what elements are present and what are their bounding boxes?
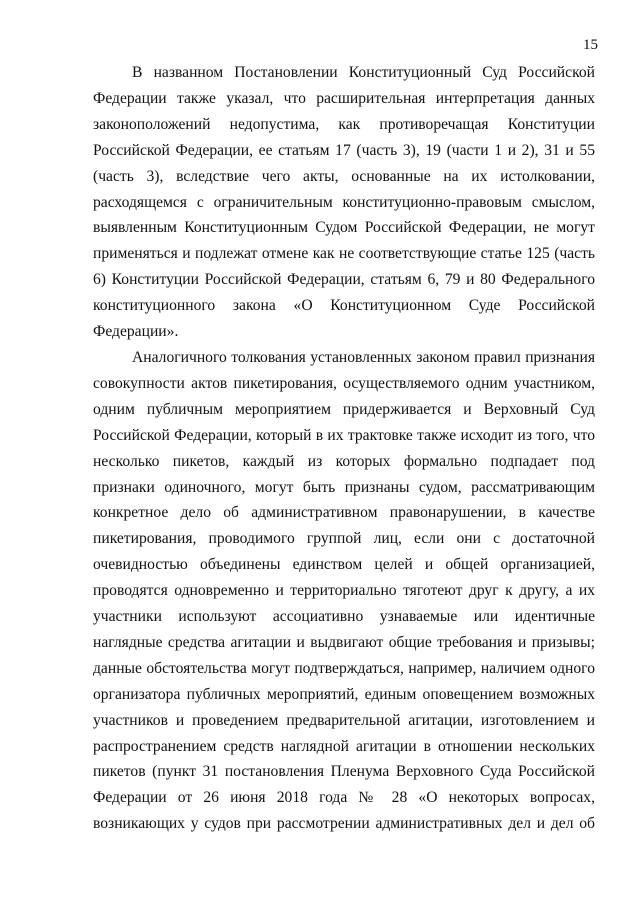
page-number: 15 xyxy=(583,37,598,53)
paragraph-2-line: очевидностью объединены единством целей и общей организацией, xyxy=(93,556,595,574)
document-body xyxy=(93,60,595,837)
paragraph-1-line: применяться и подлежат отмене как не соответствующие статье 125 (часть xyxy=(93,245,595,263)
paragraph-2-line: проводятся одновременно и территориально тяготеют друг к другу, а их xyxy=(93,582,595,600)
paragraph-2-line: Российской Федерации, который в их трактовке также исходит из того, что xyxy=(93,426,595,444)
paragraph-1-line: (часть 3), вследствие чего акты, основанные на их истолковании, xyxy=(93,167,595,185)
paragraph-2-line: несколько пикетов, каждый из которых формально подпадает под xyxy=(93,452,595,470)
paragraph-2-line: участников и проведением предварительной агитации, изготовлением и xyxy=(93,711,595,729)
paragraph-1-line: Российской Федерации, ее статьям 17 (часть 3), 19 (части 1 и 2), 31 и 55 xyxy=(93,141,595,159)
paragraph-1-line: конституционного закона «О Конституционном Суде Российской xyxy=(93,297,595,315)
paragraph-2-line: пикетов (пункт 31 постановления Пленума Верховного Суда Российской xyxy=(93,763,595,781)
paragraph-1-line: расходящемся с ограничительным конституционно-правовым смыслом, xyxy=(93,193,595,211)
paragraph-2-line: Аналогичного толкования установленных законом правил признания xyxy=(132,348,595,366)
paragraph-2-line: организатора публичных мероприятий, единым оповещением возможных xyxy=(93,685,595,703)
paragraph-2-line: возникающих у судов при рассмотрении административных дел и дел об xyxy=(93,815,595,833)
paragraph-2-line: конкретное дело об административном правонарушении, в качестве xyxy=(93,504,595,522)
paragraph-2-line: совокупности актов пикетирования, осуществляемого одним участником, xyxy=(93,374,595,392)
paragraph-1-line: законоположений недопустима, как противоречащая Конституции xyxy=(93,115,595,133)
paragraph-1-line: 6) Конституции Российской Федерации, статьям 6, 79 и 80 Федерального xyxy=(93,271,595,289)
paragraph-2-line: распространением средств наглядной агитации в отношении нескольких xyxy=(93,737,595,755)
paragraph-1-line: выявленным Конституционным Судом Российской Федерации, не могут xyxy=(93,219,595,237)
paragraph-2-line: Федерации от 26 июня 2018 года № 28 «О некоторых вопросах, xyxy=(93,789,595,807)
paragraph-2-line: одним публичным мероприятием придерживается и Верховный Суд xyxy=(93,400,595,418)
paragraph-1-line: Федерации». xyxy=(93,323,179,341)
paragraph-2-line: признаки одиночного, могут быть признаны судом, рассматривающим xyxy=(93,478,595,496)
paragraph-2-line: наглядные средства агитации и выдвигают общие требования и призывы; xyxy=(93,633,595,651)
paragraph-2-line: участники используют ассоциативно узнаваемые или идентичные xyxy=(93,608,595,626)
paragraph-1-line: Федерации также указал, что расширительная интерпретация данных xyxy=(93,89,595,107)
paragraph-2-line: данные обстоятельства могут подтверждаться, например, наличием одного xyxy=(93,659,595,677)
paragraph-1-line: В названном Постановлении Конституционный Суд Российской xyxy=(132,64,595,81)
paragraph-2-line: пикетирования, проводимого группой лиц, если они с достаточной xyxy=(93,530,595,548)
